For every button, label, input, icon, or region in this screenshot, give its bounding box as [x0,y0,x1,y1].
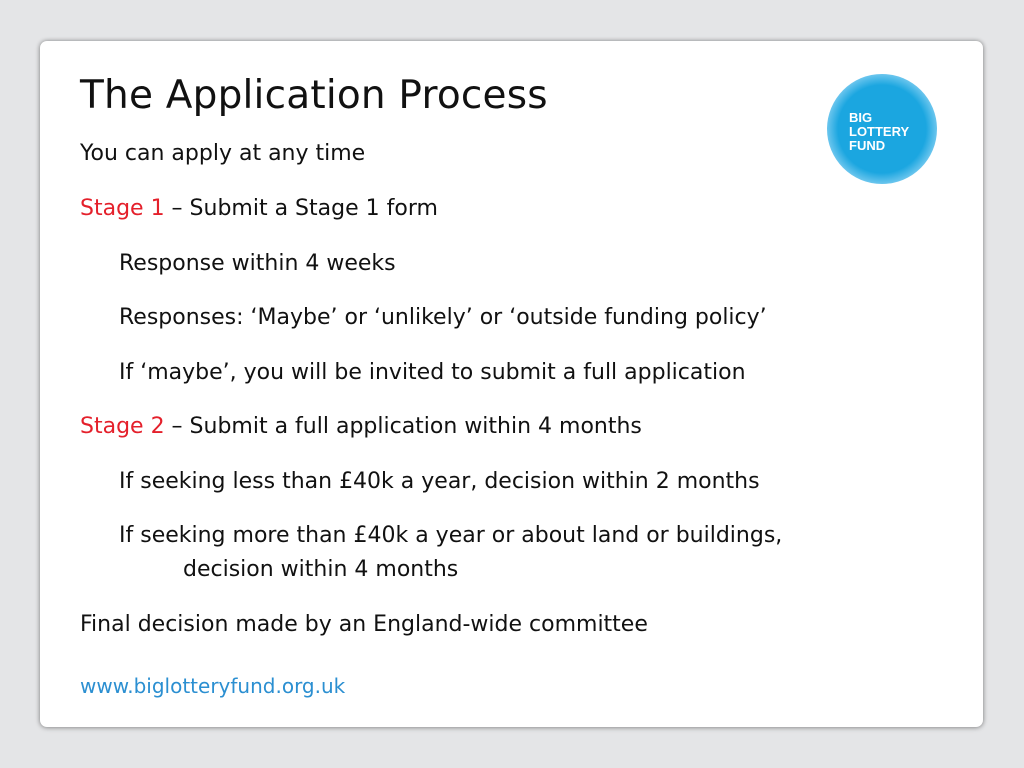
logo-line-lottery: LOTTERY [849,124,910,139]
stage-2-label: Stage 2 [80,414,165,439]
stage-2-point: If seeking less than £40k a year, decision within 2 months [119,469,760,494]
big-lottery-fund-logo [827,74,937,184]
stage-2-text: – Submit a full application within 4 months [164,414,642,439]
stage-2-point: If seeking more than £40k a year or about land or buildings, [119,523,783,548]
intro-line: You can apply at any time [80,141,366,166]
stage-1-line [80,192,438,225]
logo-line-big: BIG [849,110,873,125]
stage-1-text: – Submit a Stage 1 form [164,196,438,221]
slide [40,41,983,727]
stage-1-point: Response within 4 weeks [119,251,396,276]
final-decision-line: Final decision made by an England-wide committee [80,612,648,637]
stage-1-point: If ‘maybe’, you will be invited to submit a full application [119,360,746,385]
logo-line-fund: FUND [849,138,886,153]
stage-2-point-continuation: decision within 4 months [183,557,459,582]
slide-title: The Application Process [80,73,548,118]
stage-2-line [80,410,642,443]
stage-1-point: Responses: ‘Maybe’ or ‘unlikely’ or ‘outside funding policy’ [119,305,767,330]
stage-1-label: Stage 1 [80,196,165,221]
website-link[interactable]: www.biglotteryfund.org.uk [80,674,346,698]
